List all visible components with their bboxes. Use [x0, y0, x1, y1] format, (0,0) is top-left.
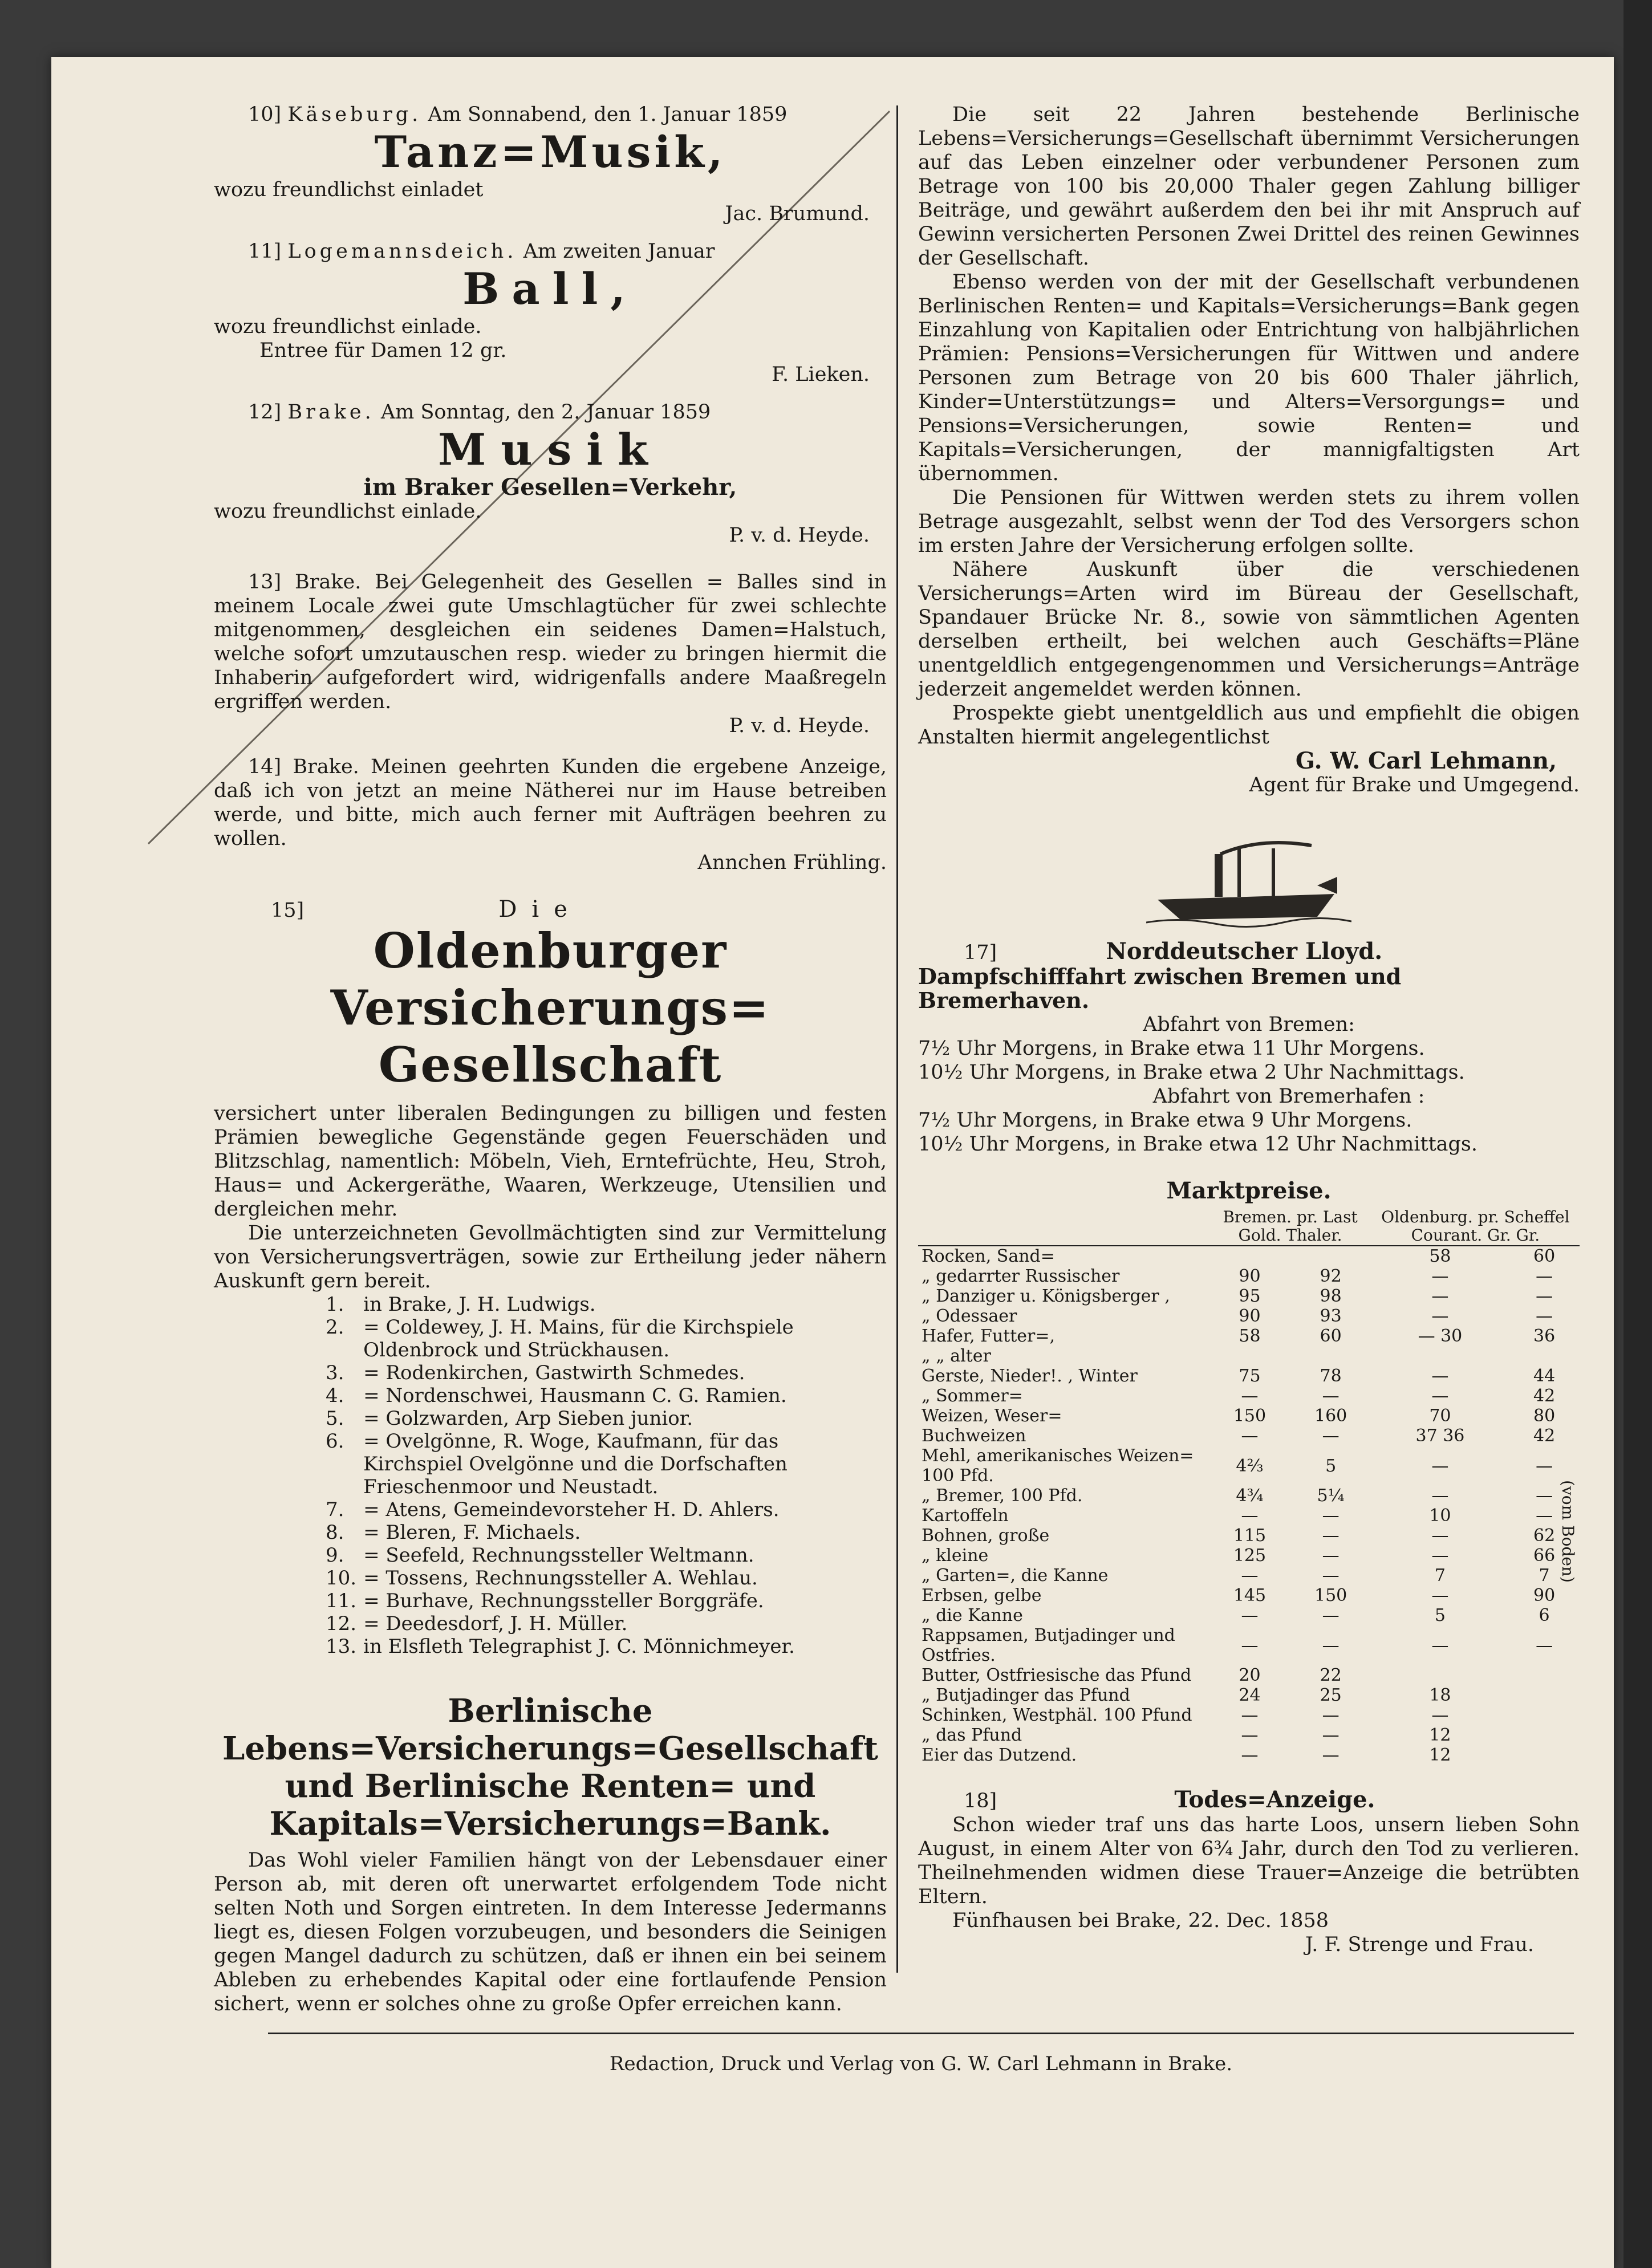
price-cell: —: [1536, 1456, 1553, 1476]
price-cell: —: [1431, 1486, 1449, 1506]
price-cell: 5: [1325, 1456, 1337, 1476]
table-row: [918, 1665, 1580, 1685]
price-cell: [1509, 1685, 1580, 1705]
paragraph: Die Pensionen für Wittwen werden stets zu ihrem vollen Betrage ausgezahlt, selbst wenn der Tod des Versorgers schon im ersten Jahre der Versicherung erfolgen sollte.: [918, 486, 1580, 557]
price-cell: —: [1536, 1506, 1553, 1526]
price-cell: 145: [1233, 1586, 1267, 1606]
ad-signature: P. v. d. Heyde.: [729, 714, 870, 737]
price-cell: —: [1536, 1486, 1553, 1506]
ad-line: 7½ Uhr Morgens, in Brake etwa 9 Uhr Morgens.: [918, 1109, 1412, 1132]
price-cell: 93: [1320, 1306, 1342, 1326]
price-cell: 75: [1239, 1366, 1261, 1386]
price-cell: 115: [1233, 1526, 1267, 1546]
price-cell: —: [1431, 1266, 1449, 1286]
price-cell: —: [1241, 1606, 1259, 1625]
price-cell: [1509, 1725, 1580, 1745]
commodity-cell: „ gedarrter Russischer: [922, 1266, 1120, 1286]
ad-date: Am zweiten Januar: [523, 240, 715, 263]
commodity-cell: Rocken, Sand=: [922, 1246, 1055, 1266]
price-cell: 160: [1314, 1406, 1347, 1426]
price-cell: —: [1431, 1705, 1449, 1725]
price-cell: 60: [1533, 1246, 1556, 1266]
price-cell: 4¾: [1236, 1486, 1264, 1506]
price-cell: —: [1536, 1286, 1553, 1306]
table-row: [918, 1566, 1580, 1586]
ad-text: 14] Brake. Meinen geehrten Kunden die ergebene Anzeige, daß ich von jetzt an meine Nätherei nur im Hause betreiben werde, und bitte, mich auch ferner mit Aufträgen beehren zu wollen.: [214, 755, 887, 850]
price-cell: 90: [1239, 1266, 1261, 1286]
paragraph: Ebenso werden von der mit der Gesellschaft verbundenen Berlinischen Renten= und Kapitals=Versicherungs=Bank gegen Einzahlung von Kapitalien oder Entrichtung von halbjährlichen Prämien: Pensions=Versicherungen für Wittwen und andere Personen zum Betrage von 20 bis 600 Thaler jährlich, Kinder=Unterstützungs= und Alters=Versorgungs= und Pensions=Versicherungen, sowie Renten= und Kapitals=Versicherungen, der mannigfaltigsten Art übernommen.: [918, 271, 1580, 485]
table-row: [918, 1506, 1580, 1526]
ad-12: [214, 400, 887, 547]
ad-16: [214, 1692, 887, 2016]
column-rule: [896, 105, 898, 1973]
ad-date: Am Sonntag, den 2. Januar 1859: [380, 401, 711, 424]
price-cell: —: [1322, 1426, 1340, 1446]
commodity-cell: Gerste, Nieder!. , Winter: [922, 1366, 1138, 1386]
table-row: [918, 1306, 1580, 1326]
ad-invite: wozu freundlichst einlade.: [214, 315, 482, 338]
price-cell: 10: [1429, 1506, 1451, 1526]
price-cell: —: [1241, 1745, 1259, 1765]
commodity-cell: Butter, Ostfriesische das Pfund: [922, 1665, 1192, 1685]
ad-15: [214, 897, 887, 1658]
table-row: [918, 1625, 1580, 1665]
price-cell: —: [1241, 1506, 1259, 1526]
price-cell: 25: [1320, 1685, 1342, 1705]
price-cell: —: [1322, 1566, 1340, 1586]
market-prices: [918, 1179, 1580, 1765]
price-cell: —: [1536, 1266, 1553, 1286]
ad-number: 15]: [271, 899, 305, 922]
commodity-cell: „ Sommer=: [922, 1386, 1023, 1406]
list-item: 11. = Burhave, Rechnungssteller Borggräfe.: [326, 1590, 764, 1612]
ad-title: Dampfschifffahrt zwischen Bremen und Bremerhaven.: [918, 964, 1402, 1013]
price-cell: 36: [1533, 1326, 1556, 1346]
table-row: [918, 1326, 1580, 1346]
ad-title: Todes=Anzeige.: [1174, 1786, 1375, 1813]
price-cell: —: [1431, 1286, 1449, 1306]
price-cell: —: [1241, 1725, 1259, 1745]
ad-14: [214, 755, 887, 875]
ad-company: Norddeutscher Lloyd.: [1106, 938, 1383, 965]
price-cell: 18: [1429, 1685, 1451, 1705]
price-cell: —: [1241, 1705, 1259, 1725]
price-cell: 6: [1539, 1606, 1550, 1625]
table-title: Marktpreise.: [1166, 1177, 1332, 1204]
ad-text: 13] Brake. Bei Gelegenheit des Gesellen = Balles sind in meinem Locale zwei gute Umschlagtücher für zwei schlechte mitgenommen, desgleichen ein seidenes Damen=Halstuch, welche sofort umzutauschen resp. wieder zu bringen hiermit die Inhaberin aufgefordert wird, widrigenfalls andere Maaßregeln ergriffen werden.: [214, 571, 887, 713]
price-cell: 125: [1233, 1546, 1267, 1566]
price-cell: 150: [1233, 1406, 1267, 1426]
price-cell: —: [1322, 1606, 1340, 1625]
price-cell: 62: [1533, 1526, 1556, 1546]
table-row: [918, 1745, 1580, 1765]
price-cell: 5¼: [1317, 1486, 1345, 1506]
list-item: 3. = Rodenkirchen, Gastwirth Schmedes.: [326, 1361, 745, 1384]
ad-signature: J. F. Strenge und Frau.: [1305, 1933, 1534, 1956]
ad-place: Brake.: [287, 401, 375, 424]
list-item: 13. in Elsfleth Telegraphist J. C. Mönnichmeyer.: [326, 1635, 795, 1658]
list-item: 8. = Bleren, F. Michaels.: [326, 1521, 581, 1544]
list-item: 5. = Golzwarden, Arp Sieben junior.: [326, 1407, 693, 1430]
table-row: [918, 1705, 1580, 1725]
price-cell: 90: [1239, 1306, 1261, 1326]
table-row: [918, 1685, 1580, 1705]
ad-line: 10½ Uhr Morgens, in Brake etwa 2 Uhr Nachmittags.: [918, 1061, 1465, 1084]
price-cell: —: [1241, 1426, 1259, 1446]
price-cell: —: [1431, 1635, 1449, 1656]
price-cell: 58: [1239, 1326, 1261, 1346]
ad-title: Musik: [438, 424, 663, 475]
commodity-cell: Hafer, Futter=,: [922, 1326, 1056, 1346]
commodity-cell: Rappsamen, Butjadinger und Ostfries.: [922, 1625, 1175, 1665]
ad-subtitle: im Braker Gesellen=Verkehr,: [363, 474, 737, 501]
list-item: 2. = Coldewey, J. H. Mains, für die Kirchspiele Oldenbrock und Strückhausen.: [326, 1316, 794, 1361]
price-cell: —: [1536, 1306, 1553, 1326]
price-cell: [1371, 1346, 1509, 1366]
left-column: [214, 103, 887, 2030]
price-cell: 5: [1434, 1606, 1446, 1625]
price-cell: 150: [1314, 1586, 1347, 1606]
price-cell: 7: [1539, 1566, 1550, 1586]
right-column: [918, 103, 1580, 1970]
ad-signature: F. Lieken.: [772, 363, 870, 386]
price-cell: 42: [1533, 1426, 1556, 1446]
price-cell: 90: [1533, 1586, 1556, 1606]
steamship-icon: [1146, 831, 1351, 934]
price-cell: 60: [1320, 1326, 1342, 1346]
commodity-cell: Buchweizen: [922, 1426, 1026, 1446]
price-cell: —: [1322, 1705, 1340, 1725]
price-cell: [1209, 1246, 1290, 1266]
ad-entry: Entree für Damen 12 gr.: [259, 339, 507, 362]
price-cell: —: [1241, 1566, 1259, 1586]
ad-place: Logemannsdeich.: [287, 240, 517, 263]
price-cell: —: [1322, 1546, 1340, 1566]
price-cell: 42: [1533, 1386, 1556, 1406]
price-cell: 70: [1429, 1406, 1451, 1426]
price-cell: [1509, 1665, 1580, 1685]
price-cell: —: [1431, 1586, 1449, 1606]
table-row: [918, 1386, 1580, 1406]
price-cell: 4⅔: [1236, 1456, 1264, 1476]
table-row: [918, 1546, 1580, 1566]
price-cell: —: [1322, 1386, 1340, 1406]
ad-title-line2: Gesellschaft: [378, 1037, 723, 1093]
price-cell: [1371, 1665, 1509, 1685]
commodity-cell: Kartoffeln: [922, 1506, 1009, 1526]
ad-title-line1: Oldenburger Versicherungs=: [330, 922, 770, 1036]
table-row: [918, 1266, 1580, 1286]
agent-list: [322, 1293, 887, 1658]
commodity-cell: Mehl, amerikanisches Weizen= 100 Pfd.: [922, 1446, 1194, 1486]
ad-line: 7½ Uhr Morgens, in Brake etwa 11 Uhr Morgens.: [918, 1037, 1425, 1060]
table-row: [918, 1586, 1580, 1606]
ad-signature: Annchen Frühling.: [697, 851, 887, 874]
table-row: [918, 1426, 1580, 1446]
commodity-cell: „ das Pfund: [922, 1725, 1022, 1745]
price-cell: 95: [1239, 1286, 1261, 1306]
column-header: Oldenburg. pr. Scheffel Courant. Gr. Gr.: [1371, 1208, 1580, 1246]
table-row: [918, 1366, 1580, 1386]
ad-text: Schon wieder traf uns das harte Loos, unsern lieben Sohn August, in einem Alter von 6¾ Jahr, durch den Tod zu verlieren. Theilnehmenden widmen diese Trauer=Anzeige die betrübten Eltern.: [918, 1814, 1580, 1908]
table-row: [918, 1606, 1580, 1625]
commodity-cell: Eier das Dutzend.: [922, 1745, 1077, 1765]
ad-number: 17]: [964, 941, 997, 964]
commodity-cell: „ kleine: [922, 1546, 989, 1566]
list-item: 6. = Ovelgönne, R. Woge, Kaufmann, für das Kirchspiel Ovelgönne und die Dorfschaften Frieschenmoor und Neustadt.: [326, 1430, 788, 1498]
paragraph: Die seit 22 Jahren bestehende Berlinische Lebens=Versicherungs=Gesellschaft übernimmt Versicherungen auf das Leben einzelner oder verbundener Personen zum Betrage von 100 bis 20,000 Thaler gegen Zahlung billiger Beiträge, und gewährt außerdem den bei ihr mit Anspruch auf Gewinn versicherten Personen Zwei Drittel des reinen Gewinnes der Gesellschaft.: [918, 103, 1580, 270]
ad-invite: wozu freundlichst einladet: [214, 178, 484, 201]
price-cell: —: [1322, 1635, 1340, 1656]
commodity-cell: „ Garten=, die Kanne: [922, 1566, 1109, 1586]
table-row: [918, 1406, 1580, 1426]
price-cell: 80: [1533, 1406, 1556, 1426]
ad-text-2: Die unterzeichneten Gevollmächtigten sind zur Vermittelung von Versicherungsverträgen, sowie zur Ertheilung jeder nähern Auskunft gern bereit.: [214, 1222, 887, 1292]
price-cell: —: [1241, 1386, 1259, 1406]
price-cell: [1509, 1745, 1580, 1765]
ad-die: Die: [498, 896, 582, 922]
ad-place: Fünfhausen bei Brake, 22. Dec. 1858: [952, 1909, 1329, 1932]
ad-invite: wozu freundlichst einlade.: [214, 500, 482, 523]
price-cell: —: [1322, 1745, 1340, 1765]
price-cell: 92: [1320, 1266, 1342, 1286]
commodity-cell: „ Bremer, 100 Pfd.: [922, 1486, 1083, 1506]
market-table: [918, 1208, 1580, 1765]
price-cell: —: [1431, 1526, 1449, 1546]
ad-date: Am Sonnabend, den 1. Januar 1859: [428, 103, 788, 126]
ad-line: 10½ Uhr Morgens, in Brake etwa 12 Uhr Nachmittags.: [918, 1133, 1478, 1156]
price-cell: 66: [1533, 1546, 1556, 1566]
commodity-cell: Bohnen, große: [922, 1526, 1050, 1546]
paragraph: Prospekte giebt unentgeldlich aus und empfiehlt die obigen Anstalten hiermit angelegentlichst: [918, 702, 1580, 749]
price-cell: 78: [1320, 1366, 1342, 1386]
price-cell: 44: [1533, 1366, 1556, 1386]
commodity-cell: Erbsen, gelbe: [922, 1586, 1042, 1606]
price-cell: 12: [1429, 1725, 1451, 1745]
ad-13: [214, 570, 887, 738]
ad-berlin-continued: [918, 103, 1580, 797]
commodity-cell: Weizen, Weser=: [922, 1406, 1062, 1426]
ad-title: Ball,: [462, 263, 638, 314]
price-cell: 37 36: [1415, 1426, 1465, 1446]
column-header: Bremen. pr. Last Gold. Thaler.: [1209, 1208, 1371, 1246]
table-row: [918, 1246, 1580, 1266]
list-item: 10. = Tossens, Rechnungssteller A. Wehlau.: [326, 1567, 758, 1590]
ad-text: Das Wohl vieler Familien hängt von der Lebensdauer einer Person ab, mit deren oft unerwartet erfolgendem Tode nicht selten Noth und Sorgen eintreten. In dem Interesse Jedermanns liegt es, diesen Folgen vorzubeugen, und besonders die Seinigen gegen Mangel dadurch zu schützen, daß er ihnen ein bei seinem Ableben zu erhebendes Kapital oder eine fortlaufende Pension sichert, wenn er solches ohne zu große Opfer erreichen kann.: [214, 1849, 887, 2015]
commodity-cell: Schinken, Westphäl. 100 Pfund: [922, 1705, 1192, 1725]
ad-place: Käseburg.: [287, 103, 422, 126]
ad-17: [918, 831, 1580, 1156]
price-cell: 20: [1239, 1665, 1261, 1685]
price-cell: —: [1431, 1386, 1449, 1406]
price-cell: —: [1431, 1546, 1449, 1566]
table-row: [918, 1446, 1580, 1486]
ad-18: [918, 1788, 1580, 1957]
price-cell: —: [1322, 1506, 1340, 1526]
price-cell: —: [1322, 1725, 1340, 1745]
paragraph: Nähere Auskunft über die verschiedenen Versicherungs=Arten wird im Büreau der Gesellschaft, Spandauer Brücke Nr. 8., sowie von sämmtlichen Agenten derselben ertheilt, bei welchen auch Geschäfts=Pläne unentgeldlich entgegengenommen und Versicherungs=Anträge jederzeit angemeldet werden können.: [918, 558, 1580, 701]
ad-text: versichert unter liberalen Bedingungen zu billigen und festen Prämien bewegliche Gegenstände gegen Feuerschäden und Blitzschlag, namentlich: Möbeln, Vieh, Erntefrüchte, Heu, Stroh, Haus= und Ackergeräthe, Waaren, Werkzeuge, Utensilien und dergleichen mehr.: [214, 1102, 887, 1221]
ad-number: 12]: [248, 401, 282, 424]
table-row: [918, 1286, 1580, 1306]
ad-number: 10]: [248, 103, 282, 126]
footer-rule: [268, 2033, 1574, 2034]
price-cell: —: [1431, 1366, 1449, 1386]
price-cell: —: [1241, 1635, 1259, 1656]
ad-signature: P. v. d. Heyde.: [729, 524, 870, 547]
ad-number: 18]: [964, 1790, 997, 1812]
price-cell: 58: [1429, 1246, 1451, 1266]
price-cell: [1509, 1705, 1580, 1725]
list-item: 1. in Brake, J. H. Ludwigs.: [326, 1293, 596, 1316]
commodity-cell: „ Danziger u. Königsberger ,: [922, 1286, 1170, 1306]
ad-signature: Jac. Brumund.: [725, 202, 870, 225]
ad-10: [214, 103, 887, 226]
price-cell: 12: [1429, 1745, 1451, 1765]
ad-title: Berlinische Lebens=Versicherungs=Gesellschaft und Berlinische Renten= und Kapitals=Versicherungs=Bank.: [222, 1692, 878, 1843]
table-row: [918, 1526, 1580, 1546]
price-cell: [1509, 1346, 1580, 1366]
price-cell: [1209, 1346, 1290, 1366]
price-cell: 98: [1320, 1286, 1342, 1306]
price-cell: 22: [1320, 1665, 1342, 1685]
ad-11: [214, 239, 887, 387]
commodity-cell: „ Butjadinger das Pfund: [922, 1685, 1130, 1705]
ad-signature: G. W. Carl Lehmann,: [1295, 747, 1557, 774]
price-cell: 7: [1434, 1566, 1446, 1586]
price-cell: [1290, 1246, 1371, 1266]
ad-number: 11]: [248, 240, 282, 263]
price-cell: 24: [1239, 1685, 1261, 1705]
list-item: 7. = Atens, Gemeindevorsteher H. D. Ahlers.: [326, 1498, 780, 1521]
commodity-cell: „ „ alter: [922, 1346, 991, 1366]
price-cell: —: [1431, 1306, 1449, 1326]
list-item: 9. = Seefeld, Rechnungssteller Weltmann.: [326, 1544, 754, 1567]
footer-imprint: Redaction, Druck und Verlag von G. W. Carl Lehmann in Brake.: [609, 2052, 1233, 2075]
table-row: [918, 1725, 1580, 1745]
price-cell: [1290, 1346, 1371, 1366]
price-cell: —: [1322, 1526, 1340, 1546]
ad-departure-heading: Abfahrt von Bremerhafen :: [1152, 1085, 1425, 1108]
commodity-cell: „ die Kanne: [922, 1606, 1023, 1625]
table-header: [918, 1208, 1580, 1246]
ad-signature-role: Agent für Brake und Umgegend.: [1249, 774, 1580, 796]
ad-departure-heading: Abfahrt von Bremen:: [1143, 1013, 1355, 1036]
list-item: 12. = Deedesdorf, J. H. Müller.: [326, 1612, 628, 1635]
table-row: [918, 1346, 1580, 1366]
table-row: [918, 1486, 1580, 1506]
ad-title: Tanz=Musik,: [374, 127, 726, 177]
commodity-cell: „ Odessaer: [922, 1306, 1017, 1326]
price-cell: —: [1536, 1635, 1553, 1656]
price-cell: — 30: [1418, 1326, 1463, 1346]
list-item: 4. = Nordenschwei, Hausmann C. G. Ramien.: [326, 1384, 787, 1407]
side-note: (vom Boden): [1558, 1480, 1577, 1583]
price-cell: —: [1431, 1456, 1449, 1476]
